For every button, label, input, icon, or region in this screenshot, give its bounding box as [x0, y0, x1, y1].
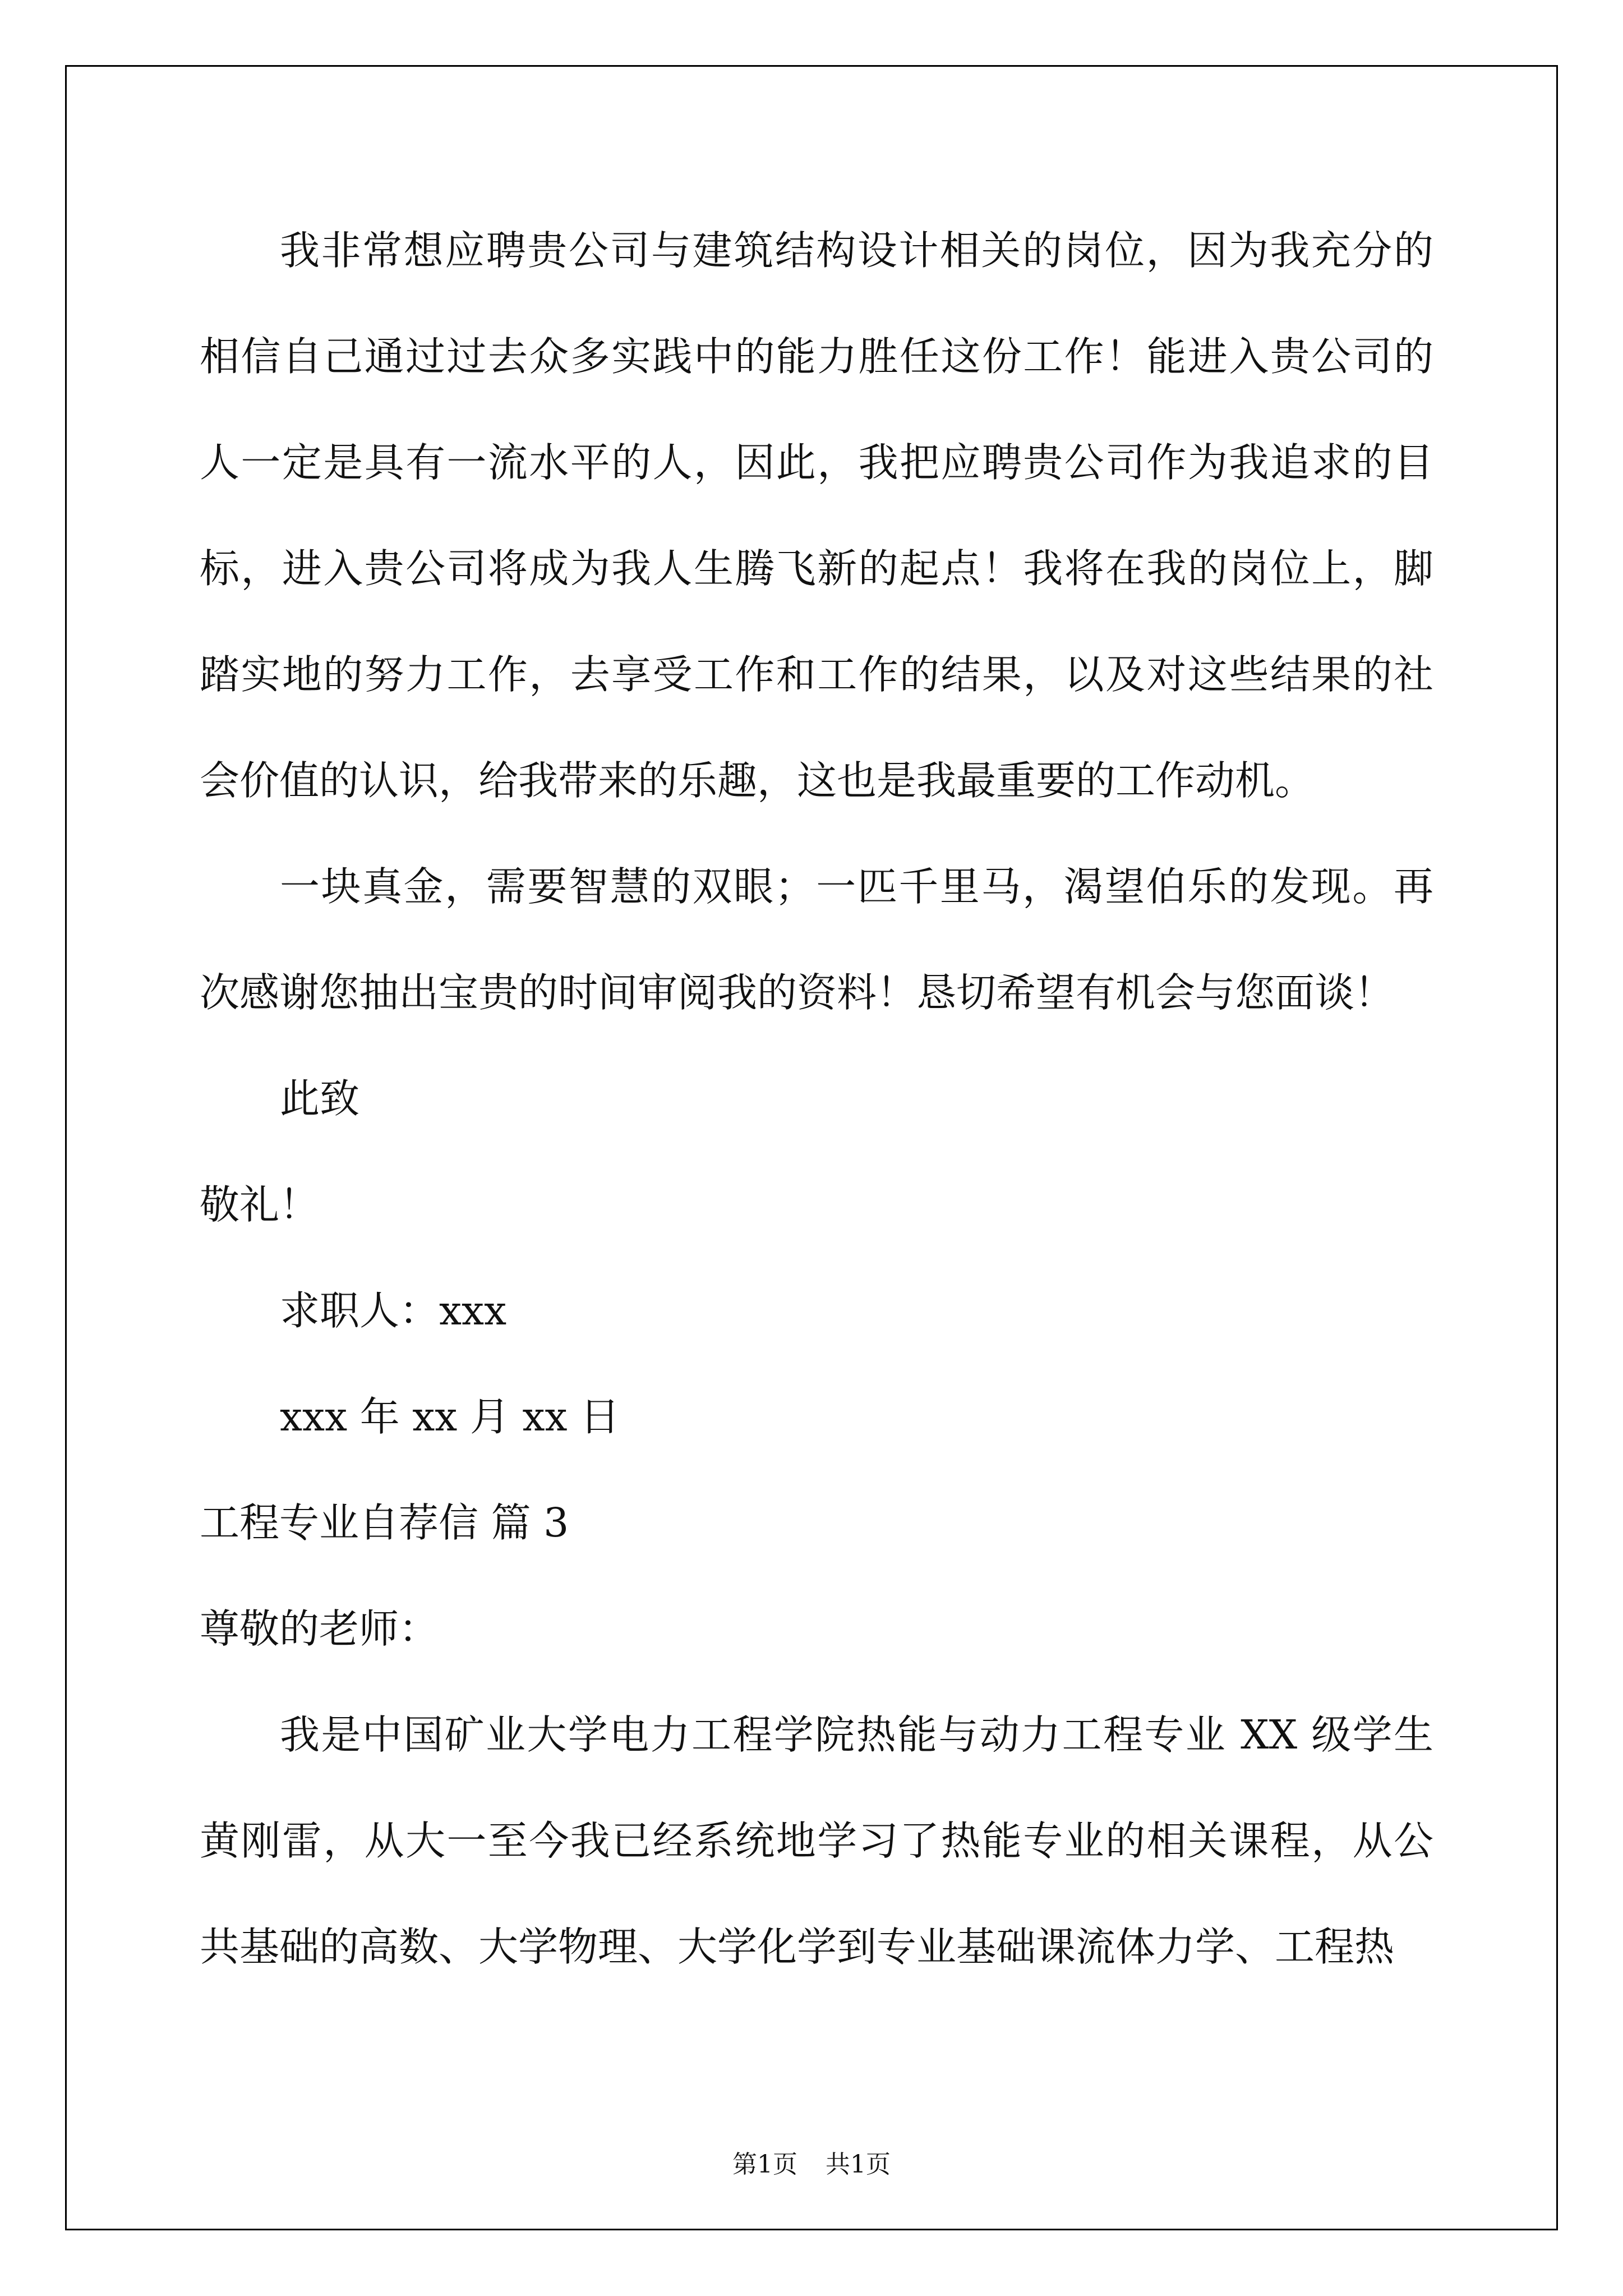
signature-applicant: 求职人：xxx	[280, 1287, 507, 1334]
paragraph-introduction: 我是中国矿业大学电力工程学院热能与动力工程专业 XX 级学生黄刚雷，从大一至今我已经系统地学习了热能专业的相关课程，从公共基础的高数、大学物理、大学化学到专业基础课流体力学、工程热	[200, 1711, 1433, 1970]
salutation-cizhi: 此致	[280, 1075, 360, 1122]
page-footer	[0, 2144, 1623, 2180]
paragraph-motivation: 我非常想应聘贵公司与建筑结构设计相关的岗位，因为我充分的相信自己通过过去众多实践中的能力胜任这份工作！能进入贵公司的人一定是具有一流水平的人，因此，我把应聘贵公司作为我追求的目标，进入贵公司将成为我人生腾飞新的起点！我将在我的岗位上，脚踏实地的努力工作，去享受工作和工作的结果，以及对这些结果的社会价值的认识，给我带来的乐趣，这也是我最重要的工作动机。	[200, 227, 1433, 804]
salutation-jingli: 敬礼！	[200, 1181, 320, 1228]
page-total: 共1页	[826, 2150, 891, 2179]
signature-date: xxx 年 xx 月 xx 日	[280, 1393, 620, 1440]
document-body	[200, 197, 1433, 2000]
page-number: 第1页	[732, 2150, 797, 2179]
paragraph-closing-thanks: 一块真金，需要智慧的双眼；一匹千里马，渴望伯乐的发现。再次感谢您抽出宝贵的时间审阅我的资料！恳切希望有机会与您面谈！	[200, 863, 1433, 1016]
greeting: 尊敬的老师：	[200, 1605, 439, 1652]
section-heading: 工程专业自荐信 篇 3	[200, 1499, 569, 1546]
